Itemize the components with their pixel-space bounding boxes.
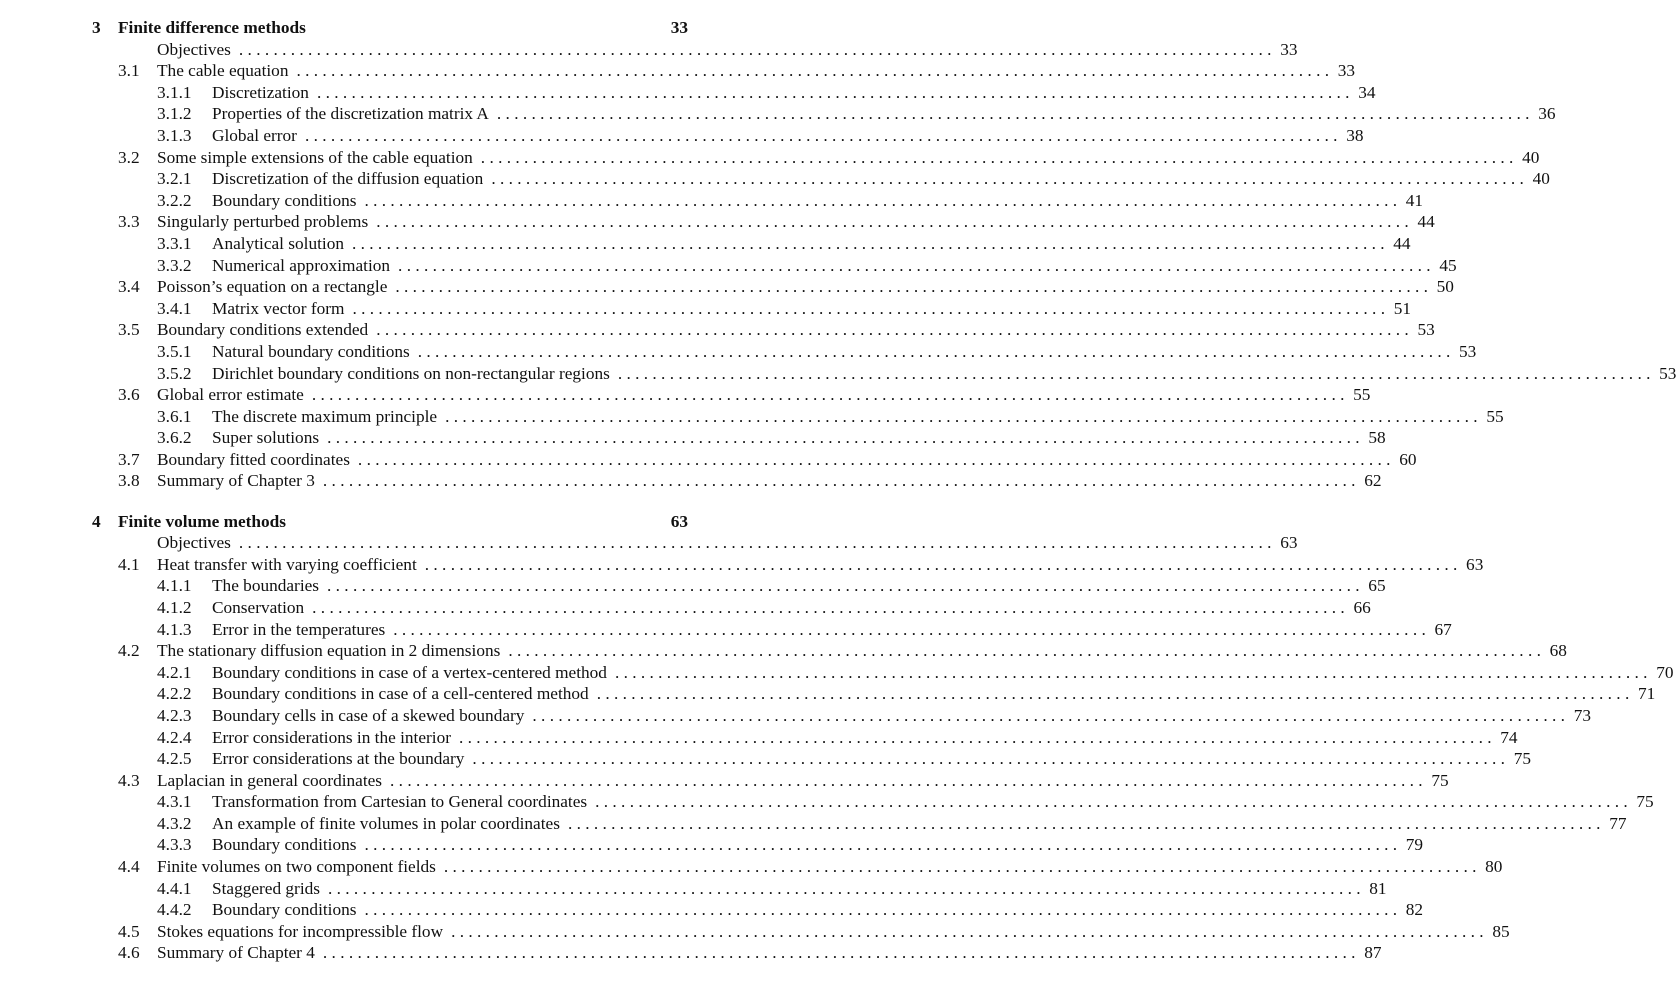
entry-title: Numerical approximation — [212, 255, 391, 275]
entry-number: 4.2.4 — [157, 727, 192, 747]
entry-title: Analytical solution — [212, 233, 344, 253]
entry-title: Discretization — [212, 82, 309, 102]
dot-leader: . . . . . . . . . . . . . . . . . . . . . . . . . . . . . . . . . . . . . . . . . . . . . . . . . . . . . . . . . . . . . . . . . . . . . . . . . . . . . . . . . . . . . . . . . . . . . . . . . . . . . . . . . . . . . . . . . . . . . . . . — [357, 449, 1391, 469]
toc-entry[interactable] — [92, 39, 1298, 61]
dot-leader: . . . . . . . . . . . . . . . . . . . . . . . . . . . . . . . . . . . . . . . . . . . . . . . . . . . . . . . . . . . . . . . . . . . . . . . . . . . . . . . . . . . . . . . . . . . . . . . . . . . . . . . . . . . . . . . . . . . . . . . . — [491, 169, 1524, 189]
entry-title: Global error estimate — [157, 385, 304, 405]
dot-leader: . . . . . . . . . . . . . . . . . . . . . . . . . . . . . . . . . . . . . . . . . . . . . . . . . . . . . . . . . . . . . . . . . . . . . . . . . . . . . . . . . . . . . . . . . . . . . . . . . . . . . . . . . . . . . . . . . . . . . . . . — [364, 835, 1398, 855]
entry-title: Boundary fitted coordinates — [157, 449, 350, 469]
entry-title: Stokes equations for incompressible flow — [157, 921, 444, 941]
entry-page-number: 33 — [1337, 61, 1356, 81]
toc-entry[interactable] — [92, 82, 1376, 104]
entry-title: The boundaries — [212, 576, 320, 596]
entry-title: Heat transfer with varying coefficient — [157, 554, 417, 574]
entry-number: 4.1.3 — [157, 619, 192, 639]
entry-title: Error in the temperatures — [212, 619, 386, 639]
entry-title: Boundary conditions — [212, 900, 357, 920]
dot-leader: . . . . . . . . . . . . . . . . . . . . . . . . . . . . . . . . . . . . . . . . . . . . . . . . . . . . . . . . . . . . . . . . . . . . . . . . . . . . . . . . . . . . . . . . . . . . . . . . . . . . . . . . . . . . . . . . . . . . . . . . — [312, 597, 1345, 617]
entry-title: The cable equation — [157, 61, 289, 81]
entry-page-number: 63 — [670, 511, 688, 531]
toc-entry[interactable] — [92, 298, 1412, 320]
entry-page-number: 75 — [1636, 792, 1654, 812]
entry-title: Staggered grids — [212, 878, 320, 898]
chapter-heading[interactable] — [92, 17, 688, 39]
entry-title: Error considerations in the interior — [212, 727, 451, 747]
entry-number: 3.8 — [118, 471, 140, 491]
entry-title: Objectives — [157, 39, 231, 59]
toc-entry[interactable] — [92, 276, 1454, 298]
toc-entry[interactable] — [92, 470, 1382, 492]
entry-title: The discrete maximum principle — [212, 406, 438, 426]
entry-number: 3.3.1 — [157, 233, 192, 253]
entry-page-number: 51 — [1393, 298, 1412, 318]
toc-entry[interactable] — [92, 532, 1298, 554]
entry-page-number: 75 — [1431, 770, 1449, 790]
entry-title: Natural boundary conditions — [212, 341, 410, 361]
entry-title: Dirichlet boundary conditions on non-rectangular regions — [212, 363, 610, 383]
entry-title: Boundary conditions in case of a vertex-centered method — [212, 662, 607, 682]
entry-title: Laplacian in general coordinates — [157, 770, 383, 790]
entry-title: Global error — [212, 125, 297, 145]
entry-number: 3.4 — [118, 277, 140, 297]
entry-title: Summary of Chapter 4 — [157, 943, 315, 963]
toc-entry[interactable] — [92, 683, 1656, 705]
toc-entry[interactable] — [92, 60, 1356, 82]
entry-title: Super solutions — [212, 428, 320, 448]
toc-entry[interactable] — [92, 147, 1540, 169]
entry-page-number: 60 — [1399, 449, 1417, 469]
entry-number: 3.4.1 — [157, 298, 192, 318]
entry-title: Boundary conditions extended — [157, 320, 369, 340]
entry-number: 4 — [92, 511, 101, 531]
entry-number: 4.4 — [118, 857, 140, 877]
toc-entry[interactable] — [92, 899, 1424, 921]
dot-leader: . . . . . . . . . . . . . . . . . . . . . . . . . . . . . . . . . . . . . . . . . . . . . . . . . . . . . . . . . . . . . . . . . . . . . . . . . . . . . . . . . . . . . . . . . . . . . . . . . . . . . . . . . . . . . . . . . . . . . . . . — [327, 428, 1360, 448]
entry-page-number: 55 — [1486, 406, 1504, 426]
entry-page-number: 68 — [1549, 641, 1567, 661]
dot-leader: . . . . . . . . . . . . . . . . . . . . . . . . . . . . . . . . . . . . . . . . . . . . . . . . . . . . . . . . . . . . . . . . . . . . . . . . . . . . . . . . . . . . . . . . . . . . . . . . . . . . . . . . . . . . . . . . . . . . . . . . — [327, 878, 1361, 898]
dot-leader: . . . . . . . . . . . . . . . . . . . . . . . . . . . . . . . . . . . . . . . . . . . . . . . . . . . . . . . . . . . . . . . . . . . . . . . . . . . . . . . . . . . . . . . . . . . . . . . . . . . . . . . . . . . . . . . . . . . . . . . . — [508, 641, 1541, 661]
toc-entry[interactable] — [92, 211, 1435, 233]
entry-title: Matrix vector form — [212, 298, 345, 318]
dot-leader: . . . . . . . . . . . . . . . . . . . . . . . . . . . . . . . . . . . . . . . . . . . . . . . . . . . . . . . . . . . . . . . . . . . . . . . . . . . . . . . . . . . . . . . . . . . . . . . . . . . . . . . . . . . . . . . . . . . . . . . . — [596, 684, 1630, 704]
entry-number: 3.2.2 — [157, 190, 192, 210]
entry-page-number: 80 — [1485, 857, 1503, 877]
entry-page-number: 53 — [1417, 320, 1435, 340]
toc-entry[interactable] — [92, 125, 1364, 147]
dot-leader: . . . . . . . . . . . . . . . . . . . . . . . . . . . . . . . . . . . . . . . . . . . . . . . . . . . . . . . . . . . . . . . . . . . . . . . . . . . . . . . . . . . . . . . . . . . . . . . . . . . . . . . . . . . . . . . . . . . . . . . . — [352, 233, 1385, 253]
dot-leader: . . . . . . . . . . . . . . . . . . . . . . . . . . . . . . . . . . . . . . . . . . . . . . . . . . . . . . . . . . . . . . . . . . . . . . . . . . . . . . . . . . . . . . . . . . . . . . . . . . . . . . . . . . . . . . . . . . . . . . . . — [364, 900, 1398, 920]
entry-number: 3.2 — [118, 147, 140, 167]
entry-page-number: 75 — [1513, 749, 1531, 769]
entry-number: 4.4.2 — [157, 900, 192, 920]
toc-entry[interactable] — [92, 813, 1627, 835]
entry-number: 4.2.1 — [157, 662, 192, 682]
entry-page-number: 63 — [1466, 554, 1484, 574]
toc-entry[interactable] — [92, 856, 1503, 878]
dot-leader: . . . . . . . . . . . . . . . . . . . . . . . . . . . . . . . . . . . . . . . . . . . . . . . . . . . . . . . . . . . . . . . . . . . . . . . . . . . . . . . . . . . . . . . . . . . . . . . . . . . . . . . . . . . . . . . . . . . . . . . . — [617, 363, 1651, 383]
toc-entry[interactable] — [92, 168, 1550, 190]
toc-entry[interactable] — [92, 748, 1531, 770]
chapter-3 — [92, 17, 1676, 492]
toc-entry[interactable] — [92, 363, 1676, 385]
entry-number: 3.5 — [118, 320, 140, 340]
entry-number: 3.6 — [118, 385, 140, 405]
entry-title: Transformation from Cartesian to General coordinates — [212, 792, 588, 812]
dot-leader: . . . . . . . . . . . . . . . . . . . . . . . . . . . . . . . . . . . . . . . . . . . . . . . . . . . . . . . . . . . . . . . . . . . . . . . . . . . . . . . . . . . . . . . . . . . . . . . . . . . . . . . . . . . . . . . . . . . . . . . . — [458, 727, 1492, 747]
entry-title: Summary of Chapter 3 — [157, 471, 315, 491]
toc-entry[interactable] — [92, 233, 1411, 255]
entry-page-number: 50 — [1436, 277, 1454, 297]
toc-entry[interactable] — [92, 384, 1371, 406]
entry-page-number: 53 — [1459, 341, 1477, 361]
toc-entry[interactable] — [92, 878, 1387, 900]
dot-leader: . . . . . . . . . . . . . . . . . . . . . . . . . . . . . . . . . . . . . . . . . . . . . . . . . . . . . . . . . . . . . . . . . . . . . . . . . . . . . . . . . . . . . . . . . . . . . . . . . . . . . . . . . . . . . . . . . . . . . . . . — [390, 770, 1423, 790]
toc-entry[interactable] — [92, 640, 1567, 662]
entry-page-number: 66 — [1353, 597, 1371, 617]
toc-entry[interactable] — [92, 597, 1371, 619]
dot-leader: . . . . . . . . . . . . . . . . . . . . . . . . . . . . . . . . . . . . . . . . . . . . . . . . . . . . . . . . . . . . . . . . . . . . . . . . . . . . . . . . . . . . . . . . . . . . . . . . . . . . . . . . . . . . . . . . . . . . . . . . — [595, 792, 1628, 812]
dot-leader: . . . . . . . . . . . . . . . . . . . . . . . . . . . . . . . . . . . . . . . . . . . . . . . . . . . . . . . . . . . . . . . . . . . . . . . . . . . . . . . . . . . . . . . . . . . . . . . . . . . . . . . . . . . . . . . . . . . . . . . . — [472, 749, 1505, 769]
entry-title: Singularly perturbed problems — [157, 212, 369, 232]
entry-title: Conservation — [212, 597, 305, 617]
entry-page-number: 58 — [1368, 428, 1386, 448]
entry-page-number: 33 — [670, 18, 688, 37]
entry-title: Some simple extensions of the cable equation — [157, 147, 473, 167]
entry-number: 3.3 — [118, 212, 140, 232]
dot-leader: . . . . . . . . . . . . . . . . . . . . . . . . . . . . . . . . . . . . . . . . . . . . . . . . . . . . . . . . . . . . . . . . . . . . . . . . . . . . . . . . . . . . . . . . . . . . . . . . . . . . . . . . . . . . . . . . . . . . . . . . — [322, 943, 1356, 963]
entry-page-number: 70 — [1656, 662, 1674, 682]
entry-number: 4.1.1 — [157, 576, 192, 596]
table-of-contents — [92, 17, 1676, 964]
dot-leader: . . . . . . . . . . . . . . . . . . . . . . . . . . . . . . . . . . . . . . . . . . . . . . . . . . . . . . . . . . . . . . . . . . . . . . . . . . . . . . . . . . . . . . . . . . . . . . . . . . . . . . . . . . . . . . . . . . . . . . . . — [327, 576, 1360, 596]
entry-page-number: 79 — [1405, 835, 1424, 855]
entry-page-number: 45 — [1439, 255, 1457, 275]
entry-page-number: 71 — [1637, 684, 1656, 704]
toc-entry[interactable] — [92, 575, 1386, 597]
entry-number: 4.3.2 — [157, 813, 192, 833]
entry-number: 3.1.1 — [157, 82, 192, 102]
entry-page-number: 44 — [1417, 212, 1435, 232]
entry-title: Boundary conditions — [212, 190, 357, 210]
entry-page-number: 81 — [1369, 878, 1387, 898]
dot-leader: . . . . . . . . . . . . . . . . . . . . . . . . . . . . . . . . . . . . . . . . . . . . . . . . . . . . . . . . . . . . . . . . . . . . . . . . . . . . . . . . . . . . . . . . . . . . . . . . . . . . . . . . . . . . . . . . . . . . . . . . — [238, 39, 1272, 59]
toc-entry[interactable] — [92, 406, 1504, 428]
toc-entry[interactable] — [92, 727, 1518, 749]
entry-title: Properties of the discretization matrix A — [212, 104, 489, 124]
dot-leader: . . . . . . . . . . . . . . . . . . . . . . . . . . . . . . . . . . . . . . . . . . . . . . . . . . . . . . . . . . . . . . . . . . . . . . . . . . . . . . . . . . . . . . . . . . . . . . . . . . . . . . . . . . . . . . . . . . . . . . . . — [532, 705, 1565, 725]
entry-number: 3.5.2 — [157, 363, 192, 383]
entry-number: 3.6.2 — [157, 428, 192, 448]
entry-page-number: 34 — [1358, 82, 1376, 102]
entry-page-number: 77 — [1609, 813, 1627, 833]
entry-title: Boundary conditions in case of a cell-centered method — [212, 684, 589, 704]
entry-page-number: 36 — [1538, 104, 1556, 124]
entry-number: 4.2.2 — [157, 684, 192, 704]
dot-leader: . . . . . . . . . . . . . . . . . . . . . . . . . . . . . . . . . . . . . . . . . . . . . . . . . . . . . . . . . . . . . . . . . . . . . . . . . . . . . . . . . . . . . . . . . . . . . . . . . . . . . . . . . . . . . . . . . . . . . . . . — [393, 619, 1426, 639]
entry-number: 4.4.1 — [157, 878, 192, 898]
entry-number: 3.1.2 — [157, 104, 192, 124]
entry-page-number: 33 — [1280, 39, 1298, 59]
entry-number: 4.5 — [118, 921, 140, 941]
toc-entry[interactable] — [92, 942, 1382, 964]
entry-page-number: 65 — [1368, 576, 1386, 596]
toc-entry[interactable] — [92, 662, 1674, 684]
entry-page-number: 85 — [1492, 921, 1510, 941]
entry-number: 4.3.1 — [157, 792, 192, 812]
toc-entry[interactable] — [92, 619, 1452, 641]
dot-leader: . . . . . . . . . . . . . . . . . . . . . . . . . . . . . . . . . . . . . . . . . . . . . . . . . . . . . . . . . . . . . . . . . . . . . . . . . . . . . . . . . . . . . . . . . . . . . . . . . . . . . . . . . . . . . . . . . . . . . . . . — [311, 385, 1345, 405]
dot-leader: . . . . . . . . . . . . . . . . . . . . . . . . . . . . . . . . . . . . . . . . . . . . . . . . . . . . . . . . . . . . . . . . . . . . . . . . . . . . . . . . . . . . . . . . . . . . . . . . . . . . . . . . . . . . . . . . . . . . . . . . — [352, 298, 1386, 318]
entry-title: Finite difference methods — [118, 18, 306, 37]
dot-leader: . . . . . . . . . . . . . . . . . . . . . . . . . . . . . . . . . . . . . . . . . . . . . . . . . . . . . . . . . . . . . . . . . . . . . . . . . . . . . . . . . . . . . . . . . . . . . . . . . . . . . . . . . . . . . . . . . . . . . . . . — [238, 533, 1272, 553]
dot-leader: . . . . . . . . . . . . . . . . . . . . . . . . . . . . . . . . . . . . . . . . . . . . . . . . . . . . . . . . . . . . . . . . . . . . . . . . . . . . . . . . . . . . . . . . . . . . . . . . . . . . . . . . . . . . . . . . . . . . . . . . — [614, 662, 1648, 682]
entry-number: 4.2 — [118, 641, 140, 661]
toc-entry[interactable] — [92, 834, 1424, 856]
dot-leader: . . . . . . . . . . . . . . . . . . . . . . . . . . . . . . . . . . . . . . . . . . . . . . . . . . . . . . . . . . . . . . . . . . . . . . . . . . . . . . . . . . . . . . . . . . . . . . . . . . . . . . . . . . . . . . . . . . . . . . . . — [480, 147, 1514, 167]
dot-leader: . . . . . . . . . . . . . . . . . . . . . . . . . . . . . . . . . . . . . . . . . . . . . . . . . . . . . . . . . . . . . . . . . . . . . . . . . . . . . . . . . . . . . . . . . . . . . . . . . . . . . . . . . . . . . . . . . . . . . . . . — [364, 190, 1398, 210]
dot-leader: . . . . . . . . . . . . . . . . . . . . . . . . . . . . . . . . . . . . . . . . . . . . . . . . . . . . . . . . . . . . . . . . . . . . . . . . . . . . . . . . . . . . . . . . . . . . . . . . . . . . . . . . . . . . . . . . . . . . . . . . — [443, 857, 1477, 877]
entry-page-number: 40 — [1532, 169, 1550, 189]
entry-number: 4.2.3 — [157, 705, 192, 725]
chapter-heading[interactable] — [92, 511, 688, 533]
dot-leader: . . . . . . . . . . . . . . . . . . . . . . . . . . . . . . . . . . . . . . . . . . . . . . . . . . . . . . . . . . . . . . . . . . . . . . . . . . . . . . . . . . . . . . . . . . . . . . . . . . . . . . . . . . . . . . . . . . . . . . . . — [296, 61, 1330, 81]
entry-title: Finite volume methods — [118, 511, 287, 531]
toc-entry[interactable] — [92, 449, 1417, 471]
dot-leader: . . . . . . . . . . . . . . . . . . . . . . . . . . . . . . . . . . . . . . . . . . . . . . . . . . . . . . . . . . . . . . . . . . . . . . . . . . . . . . . . . . . . . . . . . . . . . . . . . . . . . . . . . . . . . . . . . . . . . . . . — [445, 406, 1478, 426]
toc-entry[interactable] — [92, 770, 1449, 792]
dot-leader: . . . . . . . . . . . . . . . . . . . . . . . . . . . . . . . . . . . . . . . . . . . . . . . . . . . . . . . . . . . . . . . . . . . . . . . . . . . . . . . . . . . . . . . . . . . . . . . . . . . . . . . . . . . . . . . . . . . . . . . . — [417, 341, 1451, 361]
dot-leader: . . . . . . . . . . . . . . . . . . . . . . . . . . . . . . . . . . . . . . . . . . . . . . . . . . . . . . . . . . . . . . . . . . . . . . . . . . . . . . . . . . . . . . . . . . . . . . . . . . . . . . . . . . . . . . . . . . . . . . . . — [567, 813, 1601, 833]
entry-number: 3.1 — [118, 61, 140, 81]
entry-number: 4.2.5 — [157, 749, 192, 769]
entry-title: Boundary cells in case of a skewed boundary — [212, 705, 525, 725]
dot-leader: . . . . . . . . . . . . . . . . . . . . . . . . . . . . . . . . . . . . . . . . . . . . . . . . . . . . . . . . . . . . . . . . . . . . . . . . . . . . . . . . . . . . . . . . . . . . . . . . . . . . . . . . . . . . . . . . . . . . . . . . — [398, 255, 1431, 275]
entry-page-number: 62 — [1364, 471, 1382, 491]
toc-entry[interactable] — [92, 103, 1556, 125]
toc-entry[interactable] — [92, 791, 1654, 813]
toc-entry[interactable] — [92, 705, 1591, 727]
entry-number: 3.6.1 — [157, 406, 192, 426]
entry-page-number: 82 — [1405, 900, 1424, 920]
toc-entry[interactable] — [92, 190, 1424, 212]
chapter-4 — [92, 511, 1674, 964]
entry-number: 3 — [92, 18, 101, 37]
entry-number: 3.2.1 — [157, 169, 192, 189]
toc-entry[interactable] — [92, 341, 1477, 363]
entry-title: Error considerations at the boundary — [212, 749, 465, 769]
dot-leader: . . . . . . . . . . . . . . . . . . . . . . . . . . . . . . . . . . . . . . . . . . . . . . . . . . . . . . . . . . . . . . . . . . . . . . . . . . . . . . . . . . . . . . . . . . . . . . . . . . . . . . . . . . . . . . . . . . . . . . . . — [496, 104, 1530, 124]
entry-page-number: 73 — [1573, 705, 1591, 725]
entry-number: 4.6 — [118, 943, 140, 963]
entry-page-number: 87 — [1364, 943, 1382, 963]
dot-leader: . . . . . . . . . . . . . . . . . . . . . . . . . . . . . . . . . . . . . . . . . . . . . . . . . . . . . . . . . . . . . . . . . . . . . . . . . . . . . . . . . . . . . . . . . . . . . . . . . . . . . . . . . . . . . . . . . . . . . . . . — [304, 125, 1338, 145]
entry-number: 4.1 — [118, 554, 140, 574]
toc-entry[interactable] — [92, 554, 1484, 576]
entry-page-number: 74 — [1500, 727, 1518, 747]
entry-page-number: 67 — [1434, 619, 1452, 639]
entry-number: 3.1.3 — [157, 125, 192, 145]
entry-title: Discretization of the diffusion equation — [212, 169, 484, 189]
toc-entry[interactable] — [92, 427, 1386, 449]
entry-page-number: 38 — [1346, 125, 1364, 145]
entry-number: 4.3.3 — [157, 835, 192, 855]
dot-leader: . . . . . . . . . . . . . . . . . . . . . . . . . . . . . . . . . . . . . . . . . . . . . . . . . . . . . . . . . . . . . . . . . . . . . . . . . . . . . . . . . . . . . . . . . . . . . . . . . . . . . . . . . . . . . . . . . . . . . . . . — [316, 82, 1350, 102]
dot-leader: . . . . . . . . . . . . . . . . . . . . . . . . . . . . . . . . . . . . . . . . . . . . . . . . . . . . . . . . . . . . . . . . . . . . . . . . . . . . . . . . . . . . . . . . . . . . . . . . . . . . . . . . . . . . . . . . . . . . . . . . — [451, 921, 1484, 941]
entry-number: 3.7 — [118, 449, 140, 469]
dot-leader: . . . . . . . . . . . . . . . . . . . . . . . . . . . . . . . . . . . . . . . . . . . . . . . . . . . . . . . . . . . . . . . . . . . . . . . . . . . . . . . . . . . . . . . . . . . . . . . . . . . . . . . . . . . . . . . . . . . . . . . . — [395, 277, 1428, 297]
entry-title: Finite volumes on two component fields — [157, 857, 436, 877]
entry-page-number: 63 — [1280, 533, 1298, 553]
entry-title: Boundary conditions — [212, 835, 357, 855]
toc-entry[interactable] — [92, 319, 1435, 341]
entry-title: An example of finite volumes in polar coordinates — [212, 813, 560, 833]
dot-leader: . . . . . . . . . . . . . . . . . . . . . . . . . . . . . . . . . . . . . . . . . . . . . . . . . . . . . . . . . . . . . . . . . . . . . . . . . . . . . . . . . . . . . . . . . . . . . . . . . . . . . . . . . . . . . . . . . . . . . . . . — [376, 212, 1409, 232]
dot-leader: . . . . . . . . . . . . . . . . . . . . . . . . . . . . . . . . . . . . . . . . . . . . . . . . . . . . . . . . . . . . . . . . . . . . . . . . . . . . . . . . . . . . . . . . . . . . . . . . . . . . . . . . . . . . . . . . . . . . . . . . — [322, 471, 1356, 491]
entry-title: The stationary diffusion equation in 2 dimensions — [157, 641, 501, 661]
toc-entry[interactable] — [92, 255, 1457, 277]
entry-page-number: 55 — [1353, 385, 1371, 405]
entry-number: 3.5.1 — [157, 341, 192, 361]
entry-number: 4.1.2 — [157, 597, 192, 617]
dot-leader: . . . . . . . . . . . . . . . . . . . . . . . . . . . . . . . . . . . . . . . . . . . . . . . . . . . . . . . . . . . . . . . . . . . . . . . . . . . . . . . . . . . . . . . . . . . . . . . . . . . . . . . . . . . . . . . . . . . . . . . . — [424, 554, 1458, 574]
entry-title: Poisson’s equation on a rectangle — [157, 277, 388, 297]
entry-page-number: 41 — [1405, 190, 1424, 210]
entry-number: 3.3.2 — [157, 255, 192, 275]
entry-title: Objectives — [157, 533, 231, 553]
entry-number: 4.3 — [118, 770, 140, 790]
entry-page-number: 53 — [1659, 363, 1676, 383]
entry-page-number: 40 — [1522, 147, 1540, 167]
dot-leader: . . . . . . . . . . . . . . . . . . . . . . . . . . . . . . . . . . . . . . . . . . . . . . . . . . . . . . . . . . . . . . . . . . . . . . . . . . . . . . . . . . . . . . . . . . . . . . . . . . . . . . . . . . . . . . . . . . . . . . . . — [376, 320, 1409, 340]
toc-entry[interactable] — [92, 921, 1510, 943]
entry-page-number: 44 — [1393, 233, 1411, 253]
